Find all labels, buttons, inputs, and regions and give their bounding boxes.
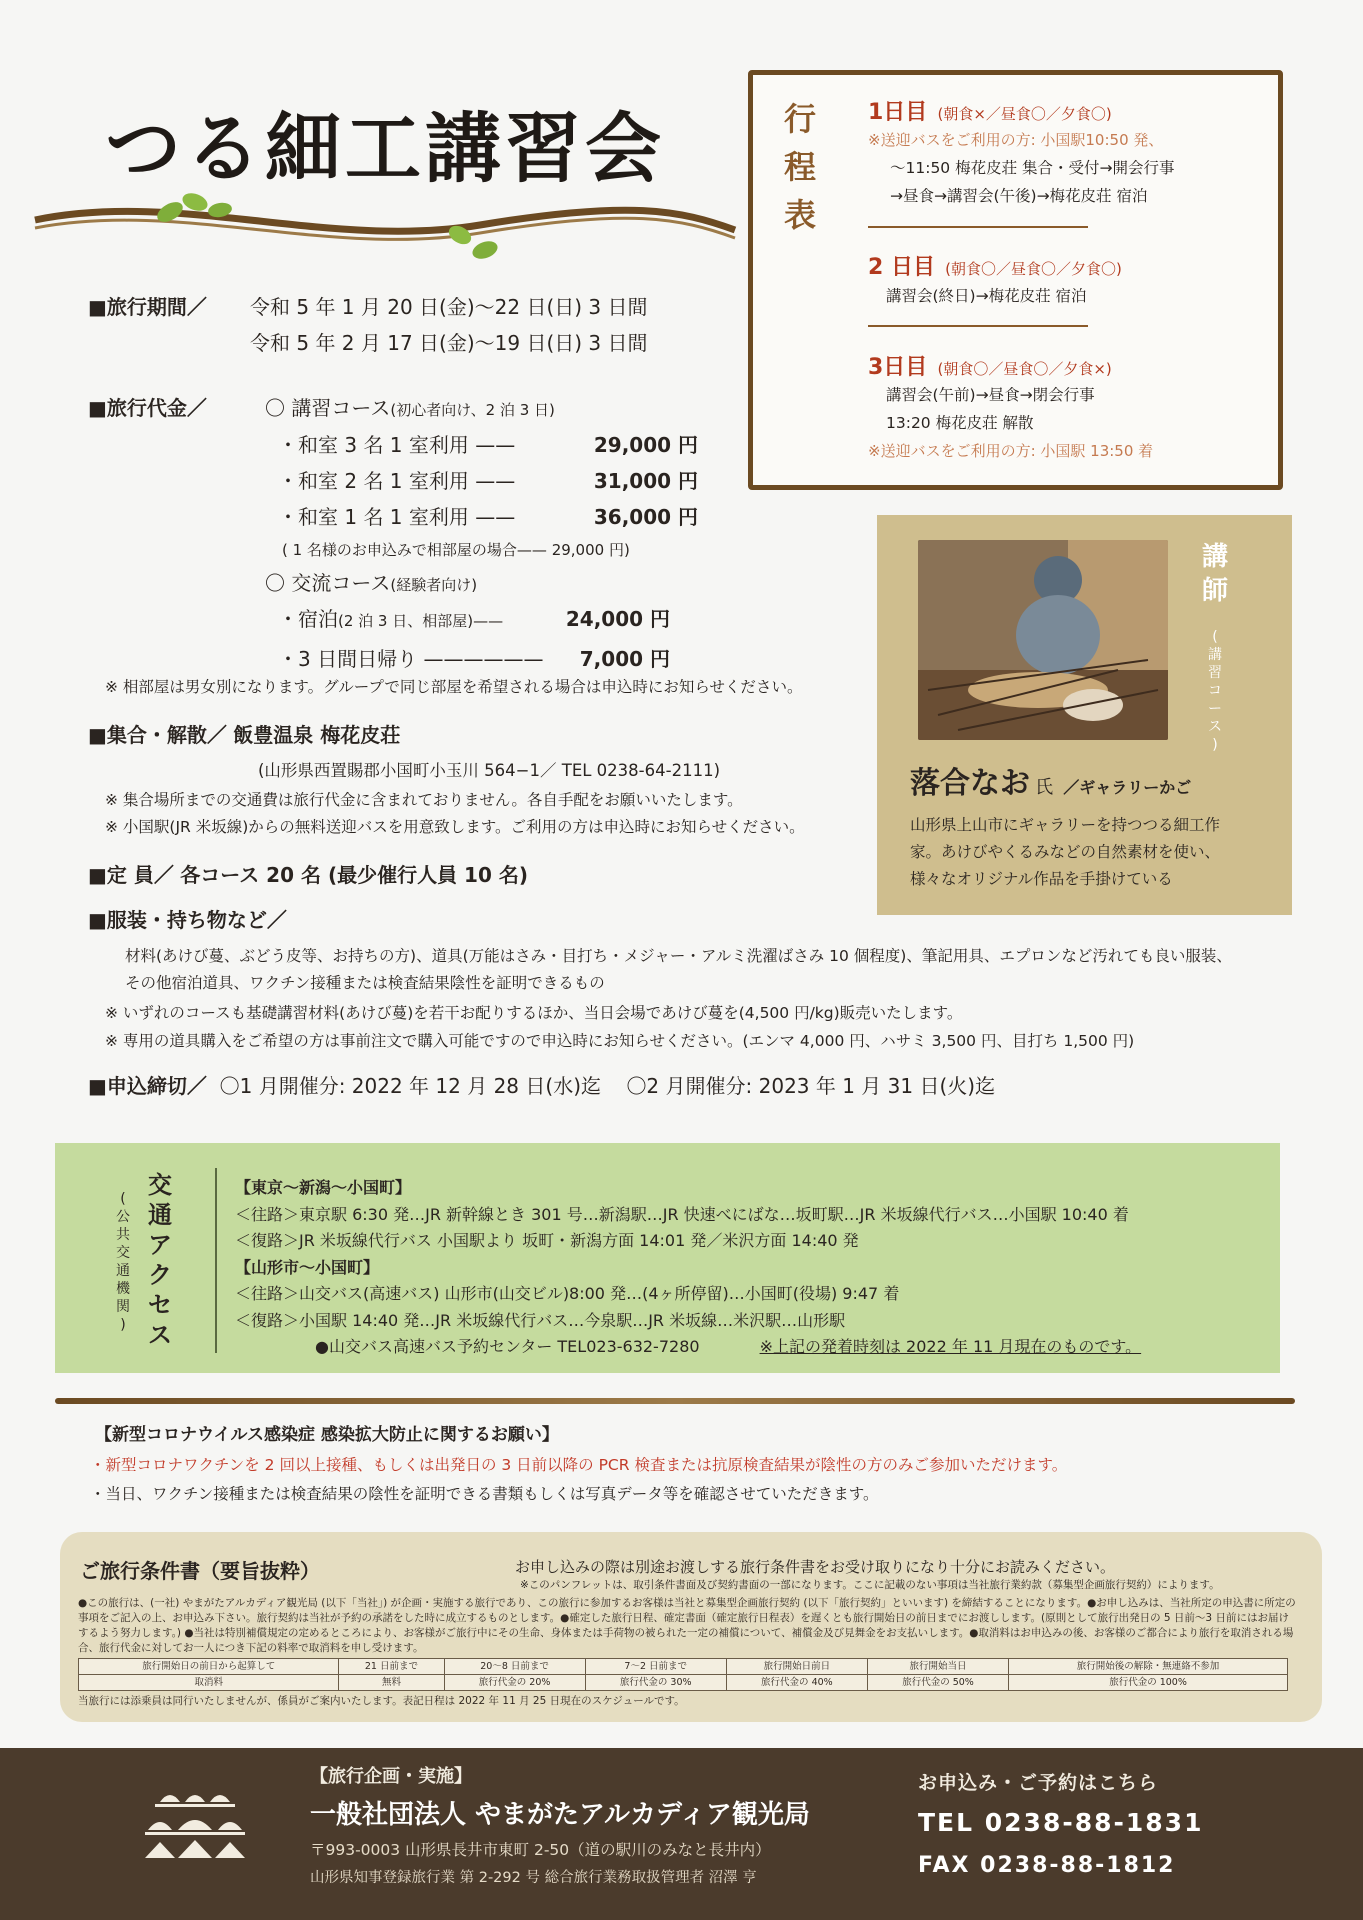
items-note-1: ※ いずれのコースも基礎講習材料(あけび蔓)を若干お配りするほか、当日会場であけび蔓を(4,500 円/kg)販売いたします。 [105, 1004, 963, 1022]
footer-address: 〒993-0003 山形県長井市東町 2-50（道の駅川のみなと長井内） [310, 1841, 771, 1859]
room-note: ※ 相部屋は男女別になります。グループで同じ部屋を希望される場合は申込時にお知らせください。 [105, 678, 803, 696]
conditions-title: ご旅行条件書（要旨抜粋） [80, 1559, 320, 1583]
itinerary-vertical-title: 行 程 表 [783, 100, 816, 234]
period-date-1: 令和 5 年 1 月 20 日(金)〜22 日(日) 3 日間 [250, 295, 648, 319]
meeting-note-2: ※ 小国駅(JR 米坂線)からの無料送迎バスを用意致します。ご利用の方は申込時にお知らせください。 [105, 818, 805, 836]
page-title: つる細工講習会 [105, 104, 665, 193]
items-note-2: ※ 専用の道具購入をご希望の方は事前注文で購入可能ですので申込時にお知らせください。(エンマ 4,000 円、ハサミ 3,500 円、目打ち 1,500 円) [105, 1032, 1135, 1050]
meeting-row: ■集合・解散／ 飯豊温泉 梅花皮荘 [88, 723, 401, 747]
shared-room-note: ( 1 名様のお申込みで相部屋の場合—— 29,000 円) [282, 541, 630, 559]
access-vertical-title: 交 通 ア ク セ ス [148, 1171, 172, 1349]
items-label: ■服装・持ち物など／ [88, 908, 287, 932]
instructor-vertical-title: 講 師 [1201, 542, 1228, 606]
instructor-bio: 山形県上山市にギャラリーを持つつる細工作 家。あけびやくるみなどの自然素材を使い、 様々なオリジナル作品を手掛けている [910, 816, 1221, 888]
deadline-row: ■申込締切／ 〇1 月開催分: 2022 年 12 月 28 日(水)迄 〇2 月開催分: 2023 年 1 月 31 日(火)迄 [88, 1074, 996, 1098]
instructor-photo [918, 540, 1168, 740]
conditions-body: ●この旅行は、(一社) やまがたアルカディア観光局 (以下「当社」) が企画・実施する旅行であり、この旅行に参加するお客様は当社と募集型企画旅行契約 (以下「旅行契約」といいます) を締結することになります。●お申し込みは、当社所定の申込書に所定の事項をご記入の上、お申込み下さい。旅行契約は当社が予約の承諾をした時に成立するものとします。●確定した旅行日程、確定書面（確定旅行日程表）を遅くとも旅行開始日の前日までにお渡しします。(原則として旅行出発日の 5 日前〜3 日前にはお届けするよう努力します。) ●当社は特別補償規定の定めるところにより、お客様がご旅行中にその生命、身体または手荷物の被られた一定の補償について、補償金及び見舞金をお支払いします。●取消料はお申込みの後、お客様のご都合により旅行を取消される場合、旅行代金に対してお一人につき下記の料率で取消料を申し受けます。 旅行開始日の前日から起算して 21 日前まで 20〜8 日前まで 7〜2 日前まで 旅行開始日前日 旅行開始当日 旅行開始後の解除・無連絡不参加 取消料 無料 旅行代金の 20% 旅行代金の 30% 旅行代金の 40% 旅行代金の 50% 旅行代金の 100% 当旅行には添乗員は同行いたしませんが、係員がご案内いたします。表記日程は 2022 年 11 月 25 日現在のスケジュールです。 [78, 1597, 1296, 1707]
access-lines: 【東京〜新潟〜小国町】 ＜往路＞東京駅 6:30 発…JR 新幹線とき 301 号…新潟駅…JR 快速べにばな…坂町駅…JR 米坂線代行バス…小国駅 10:40 着 ＜復路＞JR 米坂線代行バス 小国駅より 坂町・新潟方面 14:01 発／米沢方面 14:40 発 【山形市〜小国町】 ＜往路＞山交バス(高速バス) 山形市(山交ビル)8:00 発…(4ヶ所停留)…小国町(役場) 9:47 着 ＜復路＞小国駅 14:40 発…JR 米坂線代行バス…今泉駅…JR 米坂線…米沢駅…山形駅 ●山交バス高速バス予約センター TEL023-632-7280 ※上記の発着時刻は 2022 年 11 月現在のものです。 [235, 1178, 1142, 1356]
footer-contact-title: お申込み・ご予約はこちら [918, 1772, 1159, 1794]
conditions-lead-sub: ※このパンフレットは、取引条件書面及び契約書面の一部になります。ここに記載のない事項は当社旅行業約款（募集型企画旅行契約）によります。 [520, 1579, 1220, 1591]
meeting-note-1: ※ 集合場所までの交通費は旅行代金に含まれておりません。各自手配をお願いいたします。 [105, 791, 743, 809]
cancellation-fee-table: 旅行開始日の前日から起算して 21 日前まで 20〜8 日前まで 7〜2 日前まで 旅行開始日前日 旅行開始当日 旅行開始後の解除・無連絡不参加 取消料 無料 旅行代金の 20% 旅行代金の 30% 旅行代金の 40% 旅行代金の 50% 旅行代金の 100% [78, 1658, 1288, 1691]
itinerary-day-1: 1日目 (朝食×／昼食〇／夕食〇) ※送迎バスをご利用の方: 小国駅10:50 発、 〜11:50 梅花皮荘 集合・受付→開会行事 →昼食→講習会(午後)→梅花皮荘 宿泊 [868, 100, 1175, 205]
course1-title: 〇 講習コース(初心者向け、2 泊 3 日) [265, 396, 555, 420]
conditions-lead: お申し込みの際は別途お渡しする旅行条件書をお受け取りになり十分にお読みください。 [515, 1558, 1116, 1576]
itinerary-day-3: 3日目 (朝食〇／昼食〇／夕食×) 講習会(午前)→昼食→閉会行事 13:20 梅花皮荘 解散 ※送迎バスをご利用の方: 小国駅 13:50 着 [868, 355, 1154, 460]
price-label: ■旅行代金／ [88, 396, 207, 420]
corona-line-2: ・当日、ワクチン接種または検査結果の陰性を証明できる書類もしくは写真データ等を確認させていただきます。 [90, 1485, 879, 1503]
access-vertical-sub: ( 公 共 交 通 機 関 ) [116, 1191, 130, 1333]
footer-license: 山形県知事登録旅行業 第 2-292 号 総合旅行業務取扱管理者 沼澤 亨 [310, 1870, 757, 1886]
itinerary-day-2: 2 日目 (朝食〇／昼食〇／夕食〇) 講習会(終日)→梅花皮荘 宿泊 [868, 255, 1122, 305]
corona-line-1: ・新型コロナワクチンを 2 回以上接種、もしくは出発日の 3 日前以降の PCR 検査または抗原検査結果が陰性の方のみご参加いただけます。 [90, 1456, 1068, 1474]
course2-title: 〇 交流コース(経験者向け) [265, 571, 478, 595]
footer-fax: FAX 0238-88-1812 [918, 1853, 1176, 1878]
items-line-1: 材料(あけび蔓、ぶどう皮等、お持ちの方)、道具(万能はさみ・目打ち・メジャー・アルミ洗濯ばさみ 10 個程度)、筆記用具、エプロンなど汚れても良い服装、 [125, 947, 1232, 965]
period-date-2: 令和 5 年 2 月 17 日(金)〜19 日(日) 3 日間 [250, 331, 648, 355]
footer-plan-label: 【旅行企画・実施】 [310, 1766, 472, 1787]
instructor-course-tag: ( 講 習 コ ー ス ) [1208, 629, 1222, 753]
footer-org-name: 一般社団法人 やまがたアルカディア観光局 [310, 1800, 810, 1830]
instructor-name-row: 落合なお 氏 ／ギャラリーかご [910, 766, 1192, 801]
access-divider [215, 1168, 217, 1353]
capacity-row: ■定 員／ 各コース 20 名 (最少催行人員 10 名) [88, 863, 528, 887]
course2-prices: ・宿泊(2 泊 3 日、相部屋)—— 24,000 円 ・3 日間日帰り —————— 7,000 円 [278, 607, 670, 671]
course1-prices: ・和室 3 名 1 室利用 —— 29,000 円 ・和室 2 名 1 室利用 —— 31,000 円 ・和室 1 名 1 室利用 —— 36,000 円 [278, 433, 698, 529]
footer-tel[interactable]: TEL 0238-88-1831 [918, 1808, 1204, 1837]
meeting-address: (山形県西置賜郡小国町小玉川 564−1／ TEL 0238-64-2111) [258, 761, 721, 780]
period-label: ■旅行期間／ [88, 295, 207, 319]
itinerary-divider-1 [868, 226, 1088, 228]
organization-logo-icon [140, 1780, 250, 1880]
vine-decoration [30, 180, 740, 270]
vine-divider [55, 1398, 1295, 1404]
itinerary-divider-2 [868, 325, 1088, 327]
corona-title: 【新型コロナウイルス感染症 感染拡大防止に関するお願い】 [95, 1425, 559, 1445]
items-line-2: その他宿泊道具、ワクチン接種または検査結果陰性を証明できるもの [125, 974, 605, 992]
